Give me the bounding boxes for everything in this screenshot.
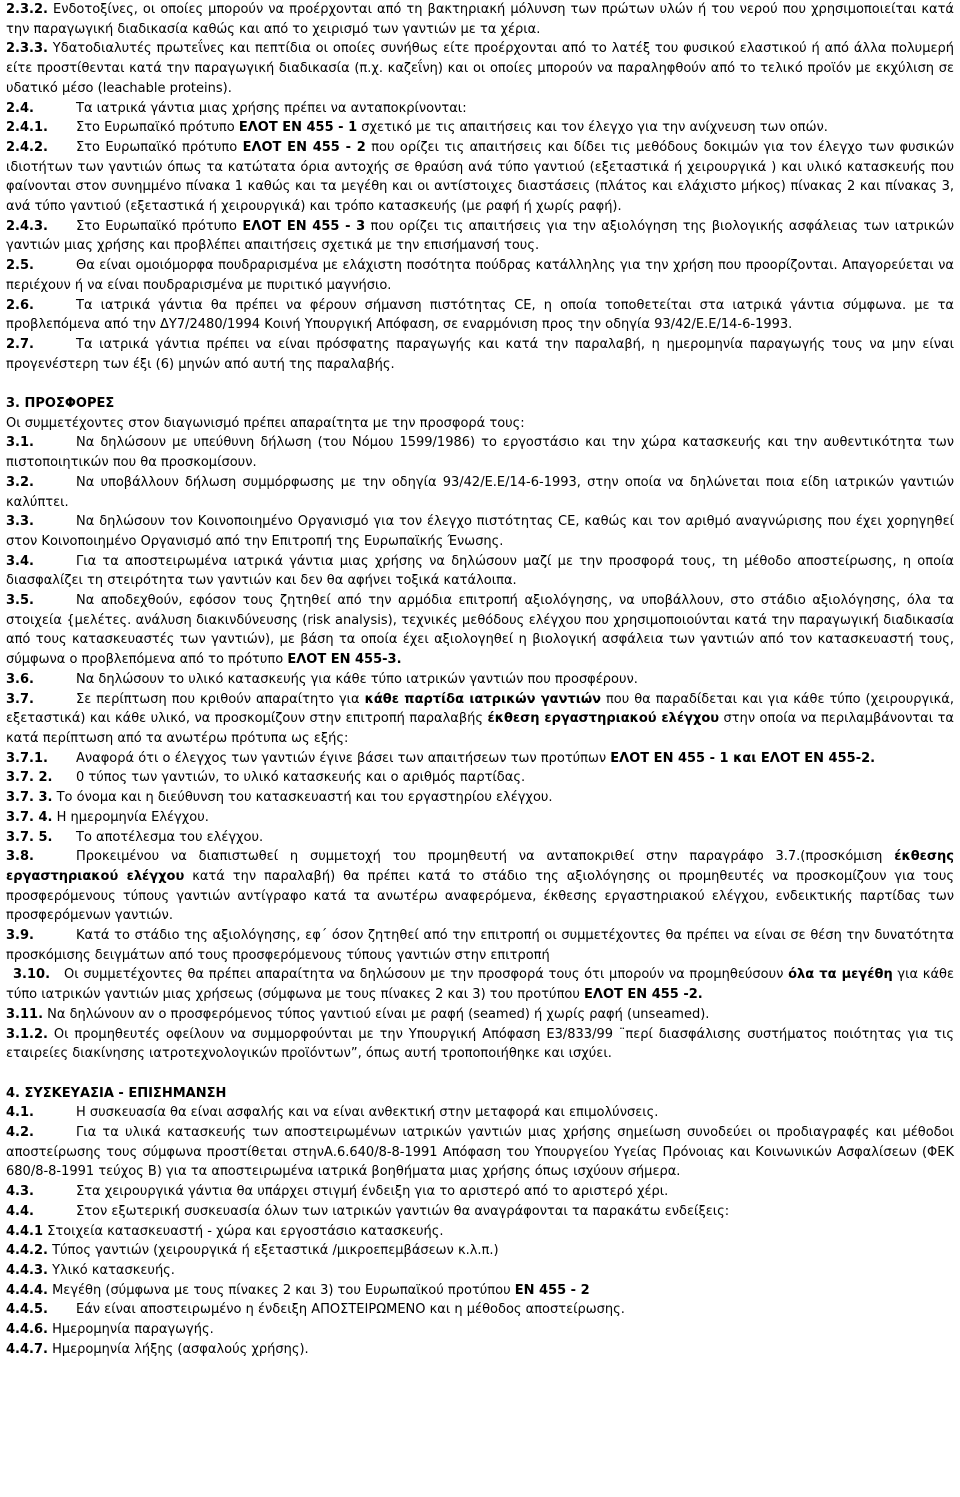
clause-text: σχετικό με τις απαιτήσεις και τον έλεγχο για την ανίχνευση των οπών. [357, 120, 828, 136]
clause-number: 2.4. [6, 100, 34, 116]
clause-paragraph [6, 808, 954, 828]
clause-paragraph [6, 926, 954, 965]
clause-paragraph [6, 1320, 954, 1340]
clause-text-bold: ΕΛΟΤ ΕΝ 455 - 2 [242, 139, 366, 155]
clause-number: 4.4.4. [6, 1282, 48, 1298]
clause-text-bold: έκθεσης εργαστηριακού ελέγχου [6, 849, 954, 884]
clause-number: 3.11. [6, 1006, 44, 1022]
clause-text: στην οποία να περιλαμβάνονται τα κατά περίπτωση από τα ανωτέρω πρότυπα ως εξής: [6, 711, 954, 746]
clause-text-bold: έκθεση εργαστηριακού ελέγχου [487, 711, 720, 727]
clause-number: 2.3.2. [6, 2, 48, 17]
clause-text-bold: ΕΛΟΤ ΕΝ 455 - 1 και ΕΛΟΤ ΕΝ 455-2. [610, 750, 876, 766]
clause-paragraph [6, 1182, 954, 1202]
clause-text: Σε περίπτωση που κριθούν απαραίτητο για [76, 691, 365, 707]
clause-text: Να υποβάλλουν δήλωση συμμόρφωσης με την οδηγία 93/42/Ε.Ε/14-6-1993, στην οποία να δηλώνεται ποια είδη ιατρικών γαντιών καλύπτει. [6, 474, 954, 510]
clause-number: 3.3. [6, 514, 34, 530]
clause-text: Να δηλώνουν αν ο προσφερόμενος τύπος γαντιού είναι με ραφή (seamed) ή χωρίς ραφή (unseamed). [43, 1006, 710, 1022]
clause-number: 3.7. [6, 691, 34, 707]
clause-number: 4.4.5. [6, 1302, 48, 1318]
clause-paragraph [6, 1340, 954, 1360]
clause-paragraph [6, 256, 954, 295]
clause-text-bold: όλα τα μεγέθη [788, 967, 893, 983]
clause-text: για κάθε τύπο ιατρικών γαντιών μιας χρήσεως (σύμφωνα με τους πίνακες 2 και 3) του προτύπου [6, 967, 955, 1003]
clause-text: Στον εξωτερική συσκευασία όλων των ιατρικών γαντιών θα αναγράφονται τα παρακάτω ενδείξεις: [76, 1203, 730, 1219]
clause-number: 2.4.1. [6, 120, 48, 136]
section-4-heading: 4. ΣΥΣΚΕΥΑΣΙΑ - ΕΠΙΣΗΜΑΝΣΗ [6, 1085, 227, 1101]
clause-number: 4.4. [6, 1203, 34, 1219]
clause-paragraph [6, 512, 954, 551]
clause-text: Μεγέθη (σύμφωνα με τους πίνακες 2 και 3) του Ευρωπαϊκού προτύπου [47, 1282, 515, 1298]
clause-number: 3.8. [6, 849, 34, 865]
clause-text-bold: κάθε παρτίδα ιατρικών γαντιών [364, 691, 601, 707]
clause-paragraph [6, 749, 954, 769]
clause-number: 4.4.1 [6, 1223, 44, 1239]
clause-number: 4.1. [6, 1105, 34, 1121]
clause-text: Στο Ευρωπαϊκό πρότυπο [76, 139, 243, 155]
clause-text: Για τα αποστειρωμένα ιατρικά γάντια μιας χρήσης να δηλώσουν μαζί με την προσφορά τους, τη μέθοδο αποστείρωσης, η οποία διασφαλίζει τη στειρότητα των γαντιών και δεν θα αφήνει τοξικά κατάλοιπα. [6, 553, 954, 589]
clause-paragraph [6, 433, 954, 472]
clause-text: Εάν είναι αποστειρωμένο η ένδειξη ΑΠΟΣΤΕΙΡΩΜΕΝΟ και η μέθοδος αποστείρωσης. [76, 1302, 625, 1318]
spacer [6, 1064, 954, 1084]
clause-text: Προκειμένου να διαπιστωθεί η συμμετοχή του προμηθευτή να ανταποκριθεί στην παραγράφο 3.7.(προσκόμιση [76, 849, 895, 865]
clause-paragraph [6, 768, 954, 788]
clause-text: που ορίζει τις απαιτήσεις και δίδει τις μεθόδους δοκιμών για τον έλεγχο των φυσικών ιδιοτήτων των γαντιών όπως τα κατώτατα όρια αντοχής σε θραύση ανά τύπο γαντιού (εξεταστικά ή χειρουργικά ) και υλικό κατασκευής που φαίνονται στον συνημμένο πίνακα 1 καθώς και τα μεγέθη και οι αντίστοιχες διαστάσεις (πλάτος και ελάχιστο μήκος) πίνακας 2 και πίνακας 3, ανά τύπο γαντιού (εξεταστικά ή χειρουργικά) και τρόπο κατασκευής (με ραφή ή χωρίς ραφή). [6, 139, 954, 215]
clause-number: 3.4. [6, 553, 34, 569]
clause-number: 4.3. [6, 1184, 34, 1200]
clause-number: 3.5. [6, 593, 34, 609]
clause-paragraph [6, 1025, 954, 1064]
clause-paragraph [6, 1300, 954, 1320]
clause-text: Το αποτέλεσμα του ελέγχου. [76, 829, 264, 845]
clause-text: Στοιχεία κατασκευαστή - χώρα και εργοστάσιο κατασκευής. [43, 1223, 444, 1239]
clause-paragraph [6, 1123, 954, 1182]
clause-paragraph [6, 118, 954, 138]
clause-paragraph [6, 828, 954, 848]
clause-text: Οι συμμετέχοντες θα πρέπει απαραίτητα να δηλώσουν με την προσφορά τους ότι μπορούν να προμηθεύσουν [64, 967, 789, 983]
clause-number: 3.7. 4. [6, 809, 53, 825]
clause-paragraph [6, 39, 954, 98]
clause-number: 2.4.3. [6, 218, 48, 234]
clause-paragraph [6, 552, 954, 591]
clause-paragraph [6, 965, 954, 1004]
clause-text: Να δηλώσουν με υπεύθυνη δήλωση (του Νόμου 1599/1986) το εργοστάσιο και την χώρα κατασκευής και την αυθεντικότητα των πιστοποιητικών που θα προσκομίσουν. [6, 435, 954, 471]
clause-text: Στο Ευρωπαϊκό πρότυπο [76, 120, 239, 136]
clause-paragraph [6, 1005, 954, 1025]
clause-number: 4.4.2. [6, 1243, 48, 1259]
clause-text: Οι προμηθευτές οφείλουν να συμμορφούνται με την Υπουργική Απόφαση Ε3/833/99 ¨περί διασφάλισης συστήματος ποιότητας για τις εταιρείες διακίνησης ιατροτεχνολογικών προϊόντων”, όπως αυτή τροποποιήθηκε και ισχύει. [6, 1026, 954, 1062]
clause-paragraph [6, 1103, 954, 1123]
clause-text-bold: ΕΛΟΤ ΕΝ 455-3. [287, 652, 402, 668]
clause-text: Το όνομα και η διεύθυνση του κατασκευαστή και του εργαστηρίου ελέγχου. [52, 790, 553, 806]
clause-text: Τύπος γαντιών (χειρουργικά ή εξεταστικά /μικροεπεμβάσεων κ.λ.π.) [47, 1243, 499, 1259]
clause-number: 3.7. 2. [6, 770, 53, 786]
section-3-heading: 3. ΠΡΟΣΦΟΡΕΣ [6, 396, 115, 412]
clause-text: Να δηλώσουν τον Κοινοποιημένο Οργανισμό για τον έλεγχο πιστότητας CE, καθώς και τον αριθμό αναγνώρισης που έχει χορηγηθεί στον Κοινοποιημένο Οργανισμό από την Επιτροπή της Ευρωπαϊκής Ένωσης. [6, 514, 954, 549]
clause-number: 3.1. [6, 435, 34, 451]
clause-text: Η συσκευασία θα είναι ασφαλής και να είναι ανθεκτική στην μεταφορά και επιμολύνσεις. [76, 1105, 659, 1121]
clause-paragraph [6, 1241, 954, 1261]
clause-number: 4.4.3. [6, 1262, 48, 1278]
clause-text: Αναφορά ότι ο έλεγχος των γαντιών έγινε βάσει των απαιτήσεων των προτύπων [76, 750, 611, 766]
clause-paragraph [6, 670, 954, 690]
clause-text: Ημερομηνία παραγωγής. [47, 1322, 214, 1338]
clause-text-bold: ΕΛΟΤ ΕΝ 455 - 3 [242, 218, 366, 234]
spacer [6, 374, 954, 394]
clause-text: κατά την παραλαβή) θα πρέπει κατά το στάδιο της αξιολόγησης οι προμηθευτές να προσκομίζουν για τους προσφερόμενους τύπους γαντιών αντίγραφο κατά τα ανωτέρω αναφερόμενα, έκθεσης εργαστηριακού ελέγχου, ενδεικτικής παρτίδας των προσφερόμενων γαντιών. [6, 868, 954, 924]
clause-paragraph [6, 138, 954, 217]
clause-text: Η ημερομηνία Ελέγχου. [52, 809, 209, 825]
clause-number: 3.7.1. [6, 750, 48, 766]
clause-text: Υδατοδιαλυτές πρωτεΐνες και πεπτίδια οι οποίες συνήθως είτε προέρχονται από το λατέξ του φυσικού ελαστικού ή από άλλα πολυμερή είτε προστίθενται κατά την παραγωγική διαδικασία (π.χ. καζεΐνη) και οι οποίες μπορούν να παραληφθούν από το τελικό προϊόν με εκχύλιση σε υδατικό μέσο (leachable proteins). [6, 41, 954, 96]
clause-number: 2.6. [6, 297, 34, 313]
clause-number: 4.4.6. [6, 1322, 48, 1338]
clause-number: 4.4.7. [6, 1341, 48, 1357]
clause-paragraph [6, 335, 954, 374]
clause-paragraph [6, 1202, 954, 1222]
clause-paragraph [6, 1281, 954, 1301]
clause-number: 2.4.2. [6, 139, 48, 155]
clause-text: Στα χειρουργικά γάντια θα υπάρχει στιγμή ένδειξη για το αριστερό από το αριστερό χέρι. [76, 1184, 669, 1200]
clause-text: Να αποδεχθούν, εφόσον τους ζητηθεί από την αρμόδια επιτροπή αξιολόγησης, να υποβάλλουν, στο στάδιο αξιολόγησης, όλα τα στοιχεία {μελέτες. ανάλυση διακινδύνευσης (risk analysis), τεχνικές μεθόδους ελέγχου που χρησιμοποιούνται κατά την παραγωγική διαδικασία από τους κατασκευαστές των γαντιών), με βάση τα οποία έχει αξιολογηθεί η βιολογική ασφάλεια των γαντιών από τον κατασκευαστή τους, σύμφωνα ο προβλεπόμενα από το πρότυπο [6, 593, 954, 668]
clause-paragraph [6, 473, 954, 512]
section-3-items [6, 433, 954, 1064]
section-3-intro: Οι συμμετέχοντες στον διαγωνισμό πρέπει απαραίτητα με την προσφορά τους: [6, 415, 525, 431]
clause-text-bold: ΕΝ 455 - 2 [514, 1282, 590, 1298]
clause-number: 2.5. [6, 258, 34, 274]
clause-text: Στο Ευρωπαϊκό πρότυπο [76, 218, 243, 234]
clause-paragraph [6, 0, 954, 39]
clause-paragraph [6, 217, 954, 256]
clause-number: 3.6. [6, 671, 34, 687]
clause-text: Τα ιατρικά γάντια πρέπει να είναι πρόσφατης παραγωγής και κατά την παραλαβή, η ημερομηνία παραγωγής τους να μην είναι προγενέστερη των έξι (6) μηνών από αυτή της παραλαβής. [6, 336, 954, 372]
clause-text-bold: ΕΛΟΤ ΕΝ 455 -2. [584, 987, 703, 1003]
clause-number: 3.2. [6, 474, 34, 490]
clause-number: 3.7. 5. [6, 829, 53, 845]
clause-paragraph [6, 788, 954, 808]
clause-text: που ορίζει τις απαιτήσεις για την αξιολόγηση της βιολογικής ασφάλειας των ιατρικών γαντιών μιας χρήσης και προβλέπει απαιτήσεις σχετικά με την επισήμανσή τους. [6, 218, 954, 254]
clause-text: Ημερομηνία λήξης (ασφαλούς χρήσης). [47, 1341, 309, 1357]
clause-text: Τα ιατρικά γάντια θα πρέπει να φέρουν σήμανση πιστότητας CE, η οποία τοποθετείται στα ιατρικά γάντια σύμφωνα. με τα προβλεπόμενα από την ΔΥ7/2480/1994 Κοινή Υπουργική Απόφαση, σε εναρμόνιση προς την οδηγία 93/42/Ε.Ε/14-6-1993. [6, 297, 954, 333]
clause-number: 2.7. [6, 336, 34, 352]
clause-text: Κατά το στάδιο της αξιολόγησης, εφ΄ όσον ζητηθεί από την επιτροπή οι συμμετέχοντες θα πρέπει να είναι σε θέση την δυνατότητα προσκόμισης δειγμάτων από τους προσφερόμενους τύπους γαντιών στην επιτροπή [6, 928, 954, 963]
clause-paragraph [6, 1222, 954, 1242]
clause-text: Ενδοτοξίνες, οι οποίες μπορούν να προέρχονται από τη βακτηριακή μόλυνση των πρώτων υλών ή του νερού που χρησιμοποιείται κατά την παραγωγική διαδικασία καθώς και από το χειρισμό των γαντιών με τα χέρια. [6, 2, 954, 37]
clause-text: Τα ιατρικά γάντια μιας χρήσης πρέπει να ανταποκρίνονται: [76, 100, 467, 116]
clause-paragraph [6, 690, 954, 749]
clause-text: Υλικό κατασκευής. [47, 1262, 175, 1278]
clause-number: 2.3.3. [6, 41, 48, 57]
clause-paragraph [6, 296, 954, 335]
clause-text: Για τα υλικά κατασκευής των αποστειρωμένων ιατρικών γαντιών μιας χρήσης σημείωση συνοδεύει οι προδιαγραφές και μέθοδοι αποστείρωσης τους σύμφωνα προστίθεται στηνΑ.6.640/8-8-1991 Απόφαση του Υπουργείου Υγείας Πρόνοιας και Κοινωνικών Ασφαλίσεων (ΦΕΚ 680/8-8-1991 τεύχος Β) για τα αποστειρωμένα ιατρικά βοηθήματα μιας χρήσης όπως ισχύουν σήμερα. [6, 1125, 954, 1180]
clause-text-bold: ΕΛΟΤ ΕΝ 455 - 1 [238, 120, 358, 136]
clause-text: 0 τύπος των γαντιών, το υλικό κατασκευής και ο αριθμός παρτίδας. [76, 770, 526, 786]
clause-number: 4.2. [6, 1125, 34, 1141]
clause-paragraph [6, 591, 954, 670]
clause-paragraph [6, 1261, 954, 1281]
section-2-paragraphs [6, 0, 954, 374]
clause-number: 3.10. [13, 967, 51, 983]
clause-text: Να δηλώσουν το υλικό κατασκευής για κάθε τύπο ιατρικών γαντιών που προσφέρουν. [76, 671, 638, 687]
section-4-items [6, 1103, 954, 1359]
clause-number: 3.9. [6, 928, 34, 944]
clause-text: Θα είναι ομοιόμορφα πουδραρισμένα με ελάχιστη ποσότητα πούδρας κατάλληλης για την χρήση που προορίζονται. Απαγορεύεται να περιέχουν ή να είναι πουδραρισμένα με πυριτικό μαγνήσιο. [6, 258, 954, 293]
clause-text: που θα παραδίδεται και για κάθε τύπο (χειρουργικά, εξεταστικά) και κάθε υλικό, να προσκομίζουν στην επιτροπή παραλαβής [6, 691, 954, 727]
clause-number: 3.7. 3. [6, 790, 53, 806]
clause-paragraph [6, 99, 954, 119]
clause-number: 3.1.2. [6, 1026, 48, 1042]
clause-paragraph [6, 847, 954, 926]
